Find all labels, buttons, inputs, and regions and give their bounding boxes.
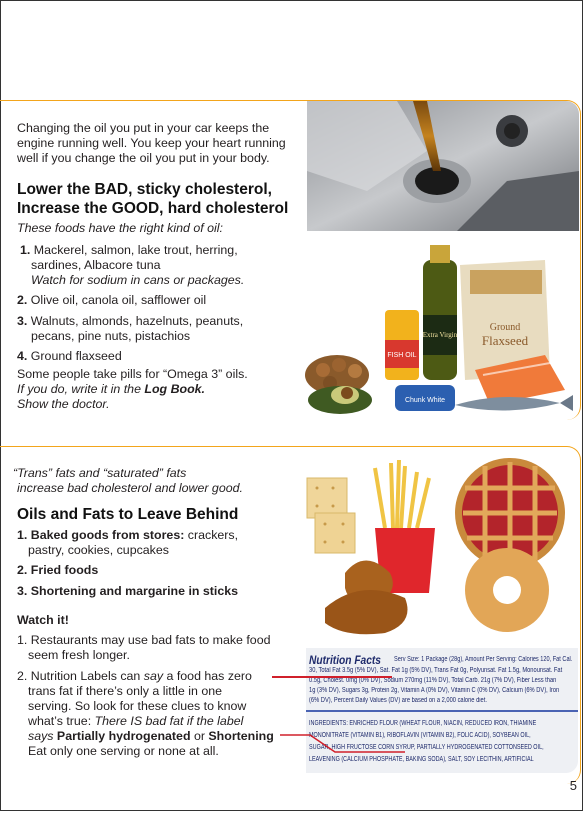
list-text: Olive oil, canola oil, safflower oil <box>30 293 207 307</box>
heading-leave-behind: Oils and Fats to Leave Behind <box>17 506 239 523</box>
list-text: Restaurants may use bad fats to make food <box>30 633 271 647</box>
intro-line: well if you change the oil you put in your body. <box>17 151 270 165</box>
ingredients-line: LEAVENING (CALCIUM PHOSPHATE, BAKING SODA), SALT, SOY LECITHIN, ARTIFICIAL <box>309 756 534 763</box>
nutrition-line: 1g (3% DV), Sugars 3g, Protein 2g, Vitamin A (0% DV), Vitamin C (0% DV), Calcium (6% DV), Iron <box>309 687 560 694</box>
list-item <box>17 349 122 364</box>
flaxseed-top-label: Ground <box>489 322 521 333</box>
pointer-line-hydrogenated <box>280 730 410 760</box>
list-text: sardines, Albacore tuna <box>31 258 161 272</box>
list-text: a food has zero <box>163 669 252 683</box>
partially-hydrogenated: Partially hydrogenated <box>53 729 191 743</box>
intro-paragraph <box>17 121 302 166</box>
list-text: Mackerel, salmon, lake trout, herring, <box>33 243 238 257</box>
list-text: or <box>190 729 209 743</box>
list-text: There IS bad fat if the label <box>94 714 244 728</box>
show-doctor-line: Show the doctor. <box>17 397 110 411</box>
list-number: 1. <box>20 243 31 257</box>
logbook-link: Log Book. <box>144 382 205 396</box>
list-text: trans fat if there’s only a little in one <box>28 684 222 698</box>
logbook-line <box>17 382 205 397</box>
list-number: 2. <box>17 669 28 683</box>
list-text: say <box>143 669 164 683</box>
list-item <box>17 584 238 599</box>
list-bold-text: Fried foods <box>30 563 99 577</box>
list-text: pastry, cookies, cupcakes <box>28 543 169 557</box>
logbook-text: If you do, write it in the <box>17 382 145 396</box>
ingredients-line: MONONITRATE (VITAMIN B1), RIBOFLAVIN (VITAMIN B2), FOLIC ACID), SOYBEAN OIL, <box>309 732 531 739</box>
shortening: Shortening <box>208 729 274 743</box>
list-text <box>28 729 274 744</box>
list-bold-text: Baked goods from stores: <box>30 528 185 542</box>
list-text: pecans, pine nuts, pistachios <box>31 329 191 343</box>
list-text: Nutrition Labels can <box>30 669 144 683</box>
list-text: says <box>28 729 54 743</box>
list-text: what’s true: <box>28 714 95 728</box>
page-number: 5 <box>569 778 577 793</box>
flaxseed-label: Flaxseed <box>481 333 529 348</box>
list-number: 1. <box>17 633 28 647</box>
list-text: Ground flaxseed <box>30 349 122 363</box>
subheading-right-oil: These foods have the right kind of oil: <box>17 221 223 235</box>
sodium-warning: Watch for sodium in cans or packages. <box>31 273 245 287</box>
watch-item <box>17 669 252 684</box>
list-text: serving. So look for these clues to know <box>28 699 247 713</box>
heading-increase-good: Increase the GOOD, hard cholesterol <box>17 200 289 217</box>
nutrition-facts-title: Nutrition Facts <box>309 653 381 667</box>
list-number: 3. <box>17 584 28 598</box>
ingredients-line: SUGAR, HIGH FRUCTOSE CORN SYRUP, PARTIALLY HYDROGENATED COTTONSEED OIL, <box>309 744 544 751</box>
list-item <box>17 528 238 543</box>
list-item <box>17 563 98 578</box>
nutrition-line: 0.5g, Cholest. 0mg (0% DV), Sodium 270mg (11% DV), Total Carb. 21g (7% DV), Fiber Less than <box>309 677 557 684</box>
list-item <box>20 243 238 258</box>
pills-line: Some people take pills for “Omega 3” oils. <box>17 367 248 381</box>
list-text: seem fresh longer. <box>28 648 130 662</box>
list-number: 4. <box>17 349 28 363</box>
list-number: 3. <box>17 314 28 328</box>
heading-lower-bad: Lower the BAD, sticky cholesterol, <box>17 181 272 198</box>
nutrition-line: (6% DV), Percent Daily Values (DV) are based on a 2,000 calorie diet. <box>309 697 487 704</box>
fish-oil-label: FISH OIL <box>387 352 417 359</box>
trans-fat-line: increase bad cholesterol and lower good. <box>17 481 243 495</box>
healthy-fats-photo <box>305 245 575 420</box>
watch-it-heading: Watch it! <box>17 613 69 627</box>
olive-oil-label: Extra Virgin <box>422 331 458 339</box>
list-bold-text: Shortening and margarine in sticks <box>30 584 239 598</box>
nutrition-line: Serv Size: 1 Package (28g), Amount Per Serving: Calories 120, Fat Cal. <box>394 656 573 663</box>
list-text: crackers, <box>184 528 239 542</box>
watch-item <box>17 633 270 648</box>
bad-fats-photo <box>305 458 575 643</box>
list-number: 1. <box>17 528 28 542</box>
list-text <box>28 714 243 729</box>
ingredients-line: INGREDIENTS: ENRICHED FLOUR (WHEAT FLOUR, NIACIN, REDUCED IRON, THIAMINE <box>309 720 537 727</box>
list-text: Walnuts, almonds, hazelnuts, peanuts, <box>30 314 244 328</box>
nutrition-line: 30, Total Fat 3.5g (5% DV), Sat. Fat 1g (5% DV), Trans Fat 0g, Polyunsat. Fat 1.5g, Monounsat. Fat <box>309 667 563 674</box>
list-number: 2. <box>17 563 28 577</box>
list-number: 2. <box>17 293 28 307</box>
list-text: Eat only one serving or none at all. <box>28 744 219 758</box>
pointer-line-trans-fat <box>272 676 392 678</box>
tuna-can-label: Chunk White <box>404 397 446 404</box>
list-item <box>17 314 243 329</box>
intro-line: engine running well. You keep your heart running <box>17 136 286 150</box>
engine-oil-photo <box>307 101 579 231</box>
intro-line: Changing the oil you put in your car keeps the <box>17 121 270 135</box>
trans-fat-line: “Trans” fats and “saturated” fats <box>13 466 187 480</box>
list-item <box>17 293 206 308</box>
